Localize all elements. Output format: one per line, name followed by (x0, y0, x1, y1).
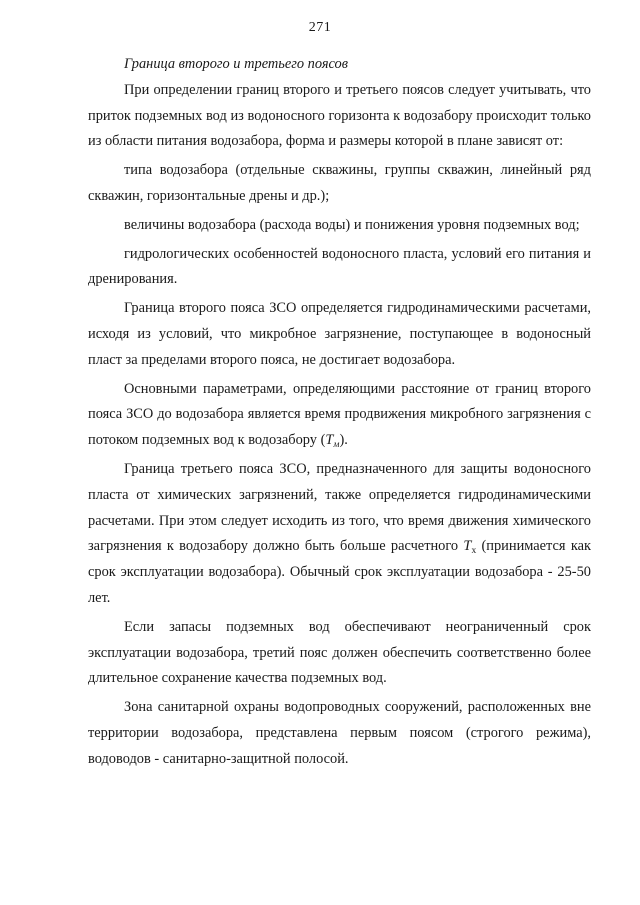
document-body (88, 52, 591, 773)
parameters-text-end: ). (339, 432, 348, 449)
list-item-volume: величины водозабора (расхода воды) и понижения уровня подземных вод; (124, 216, 580, 233)
third-zone-text-end: (принимается как срок эксплуатации водозабора). Обычный срок эксплуатации водозабора - 25-50 лет. (88, 538, 591, 606)
list-item-hydrology: гидрологических особенностей водоносного пласта, условий его питания и дренирования. (88, 245, 591, 288)
section-heading: Граница второго и третьего поясов (124, 56, 348, 72)
paragraph-third-zone (88, 457, 591, 612)
paragraph-intro: При определении границ второго и третьего поясов следует учитывать, что приток подземных вод из водоносного горизонта к водозабору происходит только из области питания водозабора, форма и размеры которой в плане зависят от: (88, 81, 591, 150)
list-item-type: типа водозабора (отдельные скважины, группы скважин, линейный ряд скважин, горизонтальные дрены и др.); (88, 162, 591, 204)
paragraph-unlimited-reserves: Если запасы подземных вод обеспечивают неограниченный срок эксплуатации водозабора, третий пояс должен обеспечить соответственно более длительное сохранение качества подземных вод. (88, 618, 591, 687)
paragraph-parameters (88, 377, 591, 454)
variable-subscript-x: х (471, 546, 477, 557)
variable-t: T (325, 432, 334, 449)
variable-subscript-m: м (333, 440, 340, 451)
variable-t: T (463, 538, 472, 555)
parameters-text: Основными параметрами, определяющими расстояние от границ второго пояса ЗСО до водозабора является время продвижения микробного загрязнения с потоком подземных вод к водозабору ( (88, 380, 591, 449)
third-zone-text: Граница третьего пояса ЗСО, предназначенного для защиты водоносного пласта от химических загрязнений, также определяется гидродинамическими расчетами. При этом следует исходить из того, что время движения химического загрязнения к водозабору должно быть больше расчетного (88, 460, 591, 555)
page-number: 271 (308, 20, 332, 35)
paragraph-protection-zone: Зона санитарной охраны водопроводных сооружений, расположенных вне территории водозабора, представлена первым поясом (строгого режима), водоводов - санитарно-защитной полосой. (88, 699, 591, 767)
paragraph-second-zone: Граница второго пояса ЗСО определяется гидродинамическими расчетами, исходя из условий, что микробное загрязнение, поступающее в водоносный пласт за пределами второго пояса, не достигает водозабора. (88, 300, 591, 368)
